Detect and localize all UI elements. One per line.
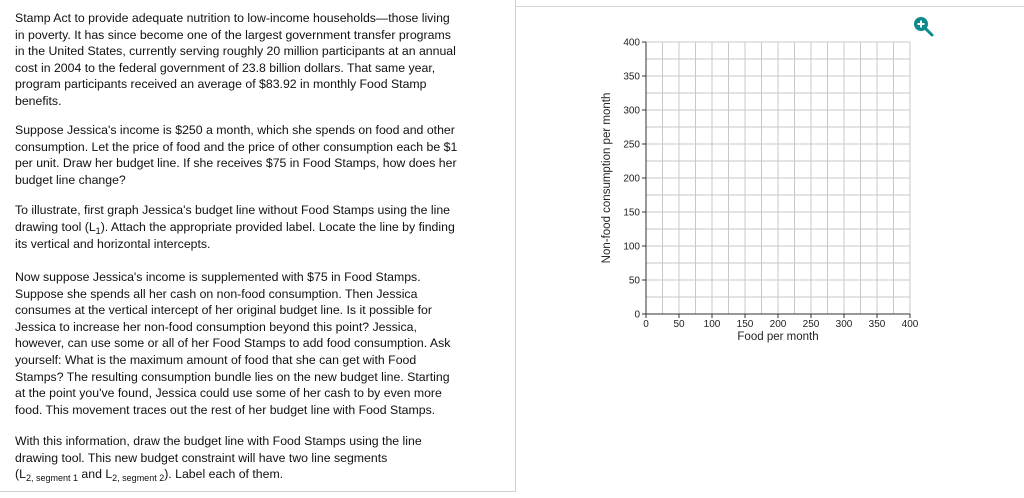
- x-tick-label: 50: [673, 319, 685, 330]
- question-panel: [0, 0, 516, 492]
- y-tick-label: 350: [623, 71, 640, 83]
- budget-line-graph: [596, 20, 936, 350]
- y-tick-label: 150: [623, 207, 640, 219]
- x-tick-label: 250: [802, 319, 820, 330]
- x-tick-label: 100: [703, 319, 721, 330]
- x-tick-label: 150: [736, 319, 754, 330]
- scenario-paragraph: Suppose Jessica's income is $250 a month, which she spends on food and other consumption. Let the price of food and the price of other consumption each be $1 per unit. Draw her budget line. If she receives $75 in Food Stamps, how does her budget line change?: [15, 123, 458, 187]
- y-tick-label: 300: [623, 105, 640, 117]
- intro-paragraph: Stamp Act to provide adequate nutrition to low-income households—those living in poverty. It has since become one of the largest government transfer programs in the United States, currently serving roughly 20 million participants at an annual cost in 2004 to the federal government of 23.8 billion dollars. That same year, program participants received an average of $83.92 in monthly Food Stamp benefits.: [15, 11, 456, 108]
- instruction-paragraph-2: With this information, draw the budget line with Food Stamps using the line drawing tool. This new budget constraint will have two line segments ($L_{2, segment 1}$ and $L_{2, segment 2}$). Label each of them.: [15, 434, 422, 484]
- x-tick-label: 350: [868, 319, 886, 330]
- x-tick-label: 200: [769, 319, 787, 330]
- instruction-paragraph-1: To illustrate, first graph Jessica's budget line without Food Stamps using the line drawing tool $(L_1)$. Attach the appropriate provided label. Locate the line by finding its vertical and horizontal intercepts.: [15, 203, 455, 252]
- food-stamp-paragraph: Now suppose Jessica's income is supplemented with $75 in Food Stamps. Suppose she spends all her cash on non-food consumption. Then Jessica consumes at the vertical intercept of her original budget line. Is it possible for Jessica to increase her non-food consumption beyond this point? Jessica, however, can use some or all of her Food Stamps to add food consumption. Ask yourself: What is the maximum amount of food that she can get with Food Stamps? The resulting consumption bundle lies on the new budget line. Starting at the point you've found, Jessica could use some of her cash to by even more food. This movement traces out the rest of her budget line with Food Stamps.: [15, 270, 451, 417]
- x-tick-label: 0: [643, 319, 649, 330]
- x-tick-label: 400: [901, 319, 919, 330]
- x-axis-title: Food per month: [737, 331, 819, 343]
- y-tick-label: 0: [634, 309, 640, 321]
- y-tick-label: 50: [628, 275, 640, 287]
- x-tick-label: 300: [835, 319, 853, 330]
- y-tick-label: 400: [623, 37, 640, 49]
- y-tick-label: 200: [623, 173, 640, 185]
- y-axis-title: Non-food consumption per month: [601, 92, 613, 264]
- y-tick-label: 100: [623, 241, 640, 253]
- header-divider: [516, 6, 1024, 7]
- y-tick-label: 250: [623, 139, 640, 151]
